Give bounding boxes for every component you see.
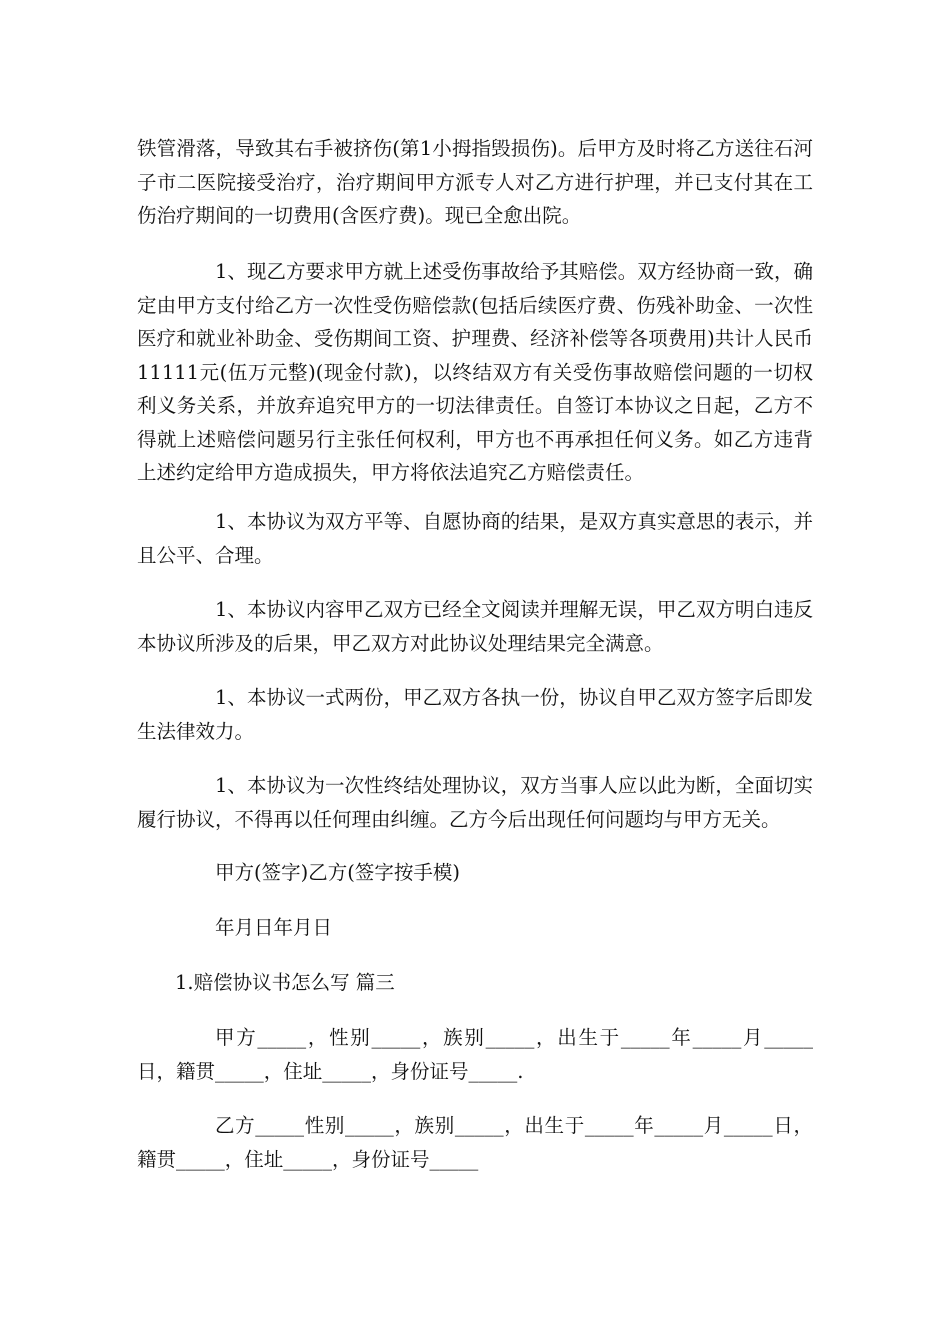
paragraph-final-settlement: 1、本协议为一次性终结处理协议，双方当事人应以此为断，全面切实履行协议，不得再以任何理由纠缠。乙方今后出现任何问题均与甲方无关。 <box>137 774 813 831</box>
signature-line: 甲方(签字)乙方(签字按手模) <box>215 861 460 884</box>
paragraph-copies-effect: 1、本协议一式两份，甲乙双方各执一份，协议自甲乙双方签字后即发生法律效力。 <box>137 686 813 743</box>
paragraph-read-understood: 1、本协议内容甲乙双方已经全文阅读并理解无误，甲乙双方明白违反本协议所涉及的后果，甲乙双方对此协议处理结果完全满意。 <box>137 598 813 655</box>
paragraph-compensation-terms: 1、现乙方要求甲方就上述受伤事故给予其赔偿。双方经协商一致，确定由甲方支付给乙方一次性受伤赔偿款(包括后续医疗费、伤残补助金、一次性医疗和就业补助金、受伤期间工资、护理费、经济补偿等各项费用)共计人民币11111元(伍万元整)(现金付款)，以终结双方有关受伤事故赔偿问题的一切权利义务关系，并放弃追究甲方的一切法律责任。自签订本协议之日起，乙方不得就上述赔偿问题另行主张任何权利，甲方也不再承担任何义务。如乙方违背上述约定给甲方造成损失，甲方将依法追究乙方赔偿责任。 <box>137 260 813 484</box>
paragraph-injury-description: 铁管滑落，导致其右手被挤伤(第1小拇指毁损伤)。后甲方及时将乙方送往石河子市二医院接受治疗，治疗期间甲方派专人对乙方进行护理，并已支付其在工伤治疗期间的一切费用(含医疗费)。现已全愈出院。 <box>137 137 813 227</box>
section-heading: 1.赔偿协议书怎么写 篇三 <box>175 971 395 994</box>
party-a-info: 甲方_____，性别_____，族别_____，出生于_____年_____月_____日，籍贯_____，住址_____，身份证号_____. <box>137 1026 813 1083</box>
party-b-info: 乙方_____性别_____，族别_____，出生于_____年_____月_____日，籍贯_____，住址_____，身份证号_____ <box>137 1114 813 1171</box>
date-line: 年月日年月日 <box>215 916 333 939</box>
paragraph-voluntary-agreement: 1、本协议为双方平等、自愿协商的结果，是双方真实意思的表示，并且公平、合理。 <box>137 510 813 567</box>
